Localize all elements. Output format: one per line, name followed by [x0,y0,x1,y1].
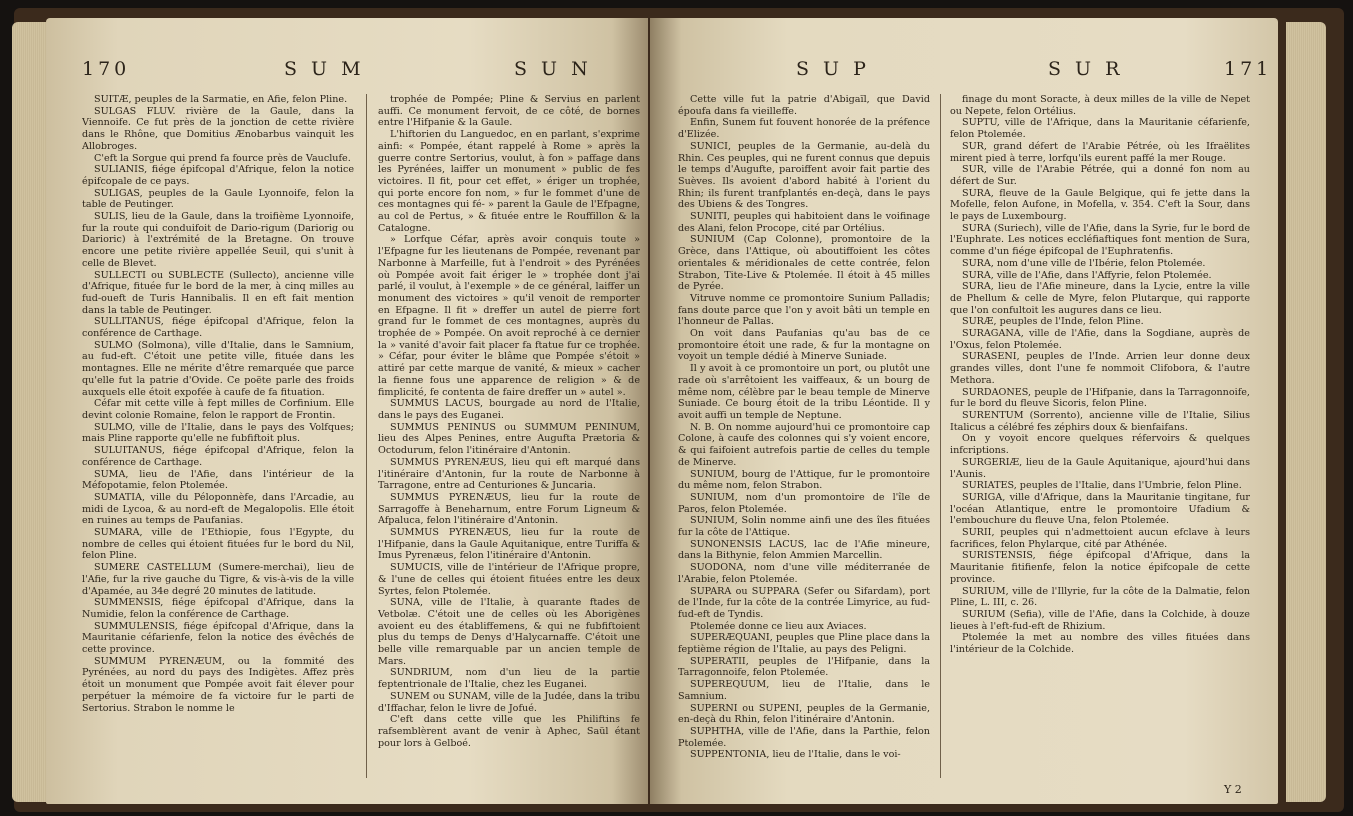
entry-paragraph: SUPARA ou SUPPARA (Sefer ou Sifardam), port de l'Inde, fur la côte de la contrée Limyrice, au fud-fud-eft de Tyndis. [678,585,930,620]
entry-paragraph: SURIGA, ville d'Afrique, dans la Mauritanie tingitane, fur l'océan Atlantique, entre le promontoire Ufadium & l'embouchure du fleuve Una, felon Ptolemée. [950,491,1250,527]
entry-paragraph: SUPERATII, peuples de l'Hifpanie, dans la Tarragonnoife, felon Ptolemée. [678,655,930,679]
entry-paragraph: SULMO (Solmona), ville d'Italie, dans le Samnium, au fud-eft. C'étoit une petite ville, fituée dans les montagnes. Elle ne mérite d'être remarquée que parce qu'elle fut la patrie d'Ovide. Ce poëte parle des froids auxquels elle étoit expofée à caufe de fa fituation. [82,339,354,398]
entry-paragraph: SUPPENTONIA, lieu de l'Italie, dans le voi- [690,749,901,761]
page-number: 171 [1224,58,1273,80]
entry-paragraph: On y voyoit encore quelques réfervoirs & quelques infcriptions. [950,433,1250,457]
right-page-edges [1286,22,1326,802]
column-divider [940,94,941,778]
entry-paragraph: SUMMULENSIS, fiége épifcopal d'Afrique, dans la Mauritanie céfarienfe, felon la notice des évêchés de cette province. [82,620,354,656]
entry-paragraph: SULIGAS, peuples de la Gaule Lyonnoife, felon la table de Peutinger. [82,187,354,211]
entry-paragraph: SUNITI, peuples qui habitoient dans le voifinage des Alani, felon Procope, cité par Ortélius. [678,211,930,234]
entry-paragraph: SULIANIS, fiége épifcopal d'Afrique, felon la notice épifcopale de ce pays. [82,164,354,187]
entry-paragraph: SUMUCIS, ville de l'intérieur de l'Afrique propre, & l'une de celles qui étoient fituées entre les deux Syrtes, felon Ptolemée. [378,562,640,597]
entry-paragraph: SUMMUS PYRENÆUS, lieu fur la route de l'Hifpanie, dans la Gaule Aquitanique, entre Turiffa & Imus Pyrenæus, felon l'itinéraire d'Antonin. [378,527,640,562]
entry-paragraph: SUMMUS PENINUS ou SUMMUM PENINUM, lieu des Alpes Penines, entre Augufta Prætoria & Octodurum, felon l'itinéraire d'Antonin. [378,421,640,457]
entry-paragraph: SUPTU, ville de l'Afrique, dans la Mauritanie céfarienfe, felon Ptolemée. [950,117,1250,141]
entry-paragraph: SURA, ville de l'Afie, dans l'Affyrie, felon Ptolemée. [962,269,1212,281]
entry-paragraph: SUODONA, nom d'une ville méditerranée de l'Arabie, felon Ptolemée. [678,562,930,585]
entry-paragraph: SURA, fleuve de la Gaule Belgique, qui fe jette dans la Mofelle, felon Aufone, in Mofella, v. 354. C'eft la Sour, dans le pays de Luxembourg. [950,187,1250,223]
entry-paragraph: SUNICI, peuples de la Germanie, au-delà du Rhin. Ces peuples, qui ne furent connus que depuis le temps d'Augufte, paroiffent avoir fait partie des Suèves. Ils avoient d'abord habité à l'orient du Rhin; ils furent tranfplantés en-deçà, dans le pays des Ubiens & des Tongres. [678,140,930,211]
entry-paragraph: SURIATES, peuples de l'Italie, dans l'Umbrie, felon Pline. [962,480,1242,492]
entry-paragraph: SUMMUS PYRENÆUS, lieu qui eft marqué dans l'itinéraire d'Antonin, fur la route de Narbonne à Tarragone, entre ad Centuriones & Juncaria. [378,456,640,492]
entry-paragraph: SURA, lieu de l'Afie mineure, dans la Lycie, entre la ville de Phellum & celle de Myre, felon Plutarque, qui rapporte que l'on confultoit les augures dans ce lieu. [950,281,1250,316]
entry-paragraph: SUNIUM, Solin nomme ainfi une des îles fituées fur la côte de l'Attique. [678,515,930,539]
right-page-header [650,58,1278,88]
entry-paragraph: SULMO, ville de l'Italie, dans le pays des Volfques; mais Pline rapporte qu'elle ne fubfiftoit plus. [82,421,354,445]
entry-paragraph: SURA (Suriech), ville de l'Afie, dans la Syrie, fur le bord de l'Euphrate. Les notices eccléfiaftiques font mention de Sura, comme d'un fiége épifcopal de l'Euphratenfis. [950,222,1250,258]
entry-paragraph: SUNIUM (Cap Colonne), promontoire de la Grèce, dans l'Attique, où aboutiffoient les côtes orientales & méridionales de cette contrée, felon Strabon, Tite-Live & Ptolemée. Il étoit à 45 milles de Pyrée. [678,234,930,293]
right-page [650,18,1278,804]
left-page-column-1 [82,94,354,796]
entry-paragraph: SURAGANA, ville de l'Afie, dans la Sogdiane, auprès de l'Oxus, felon Ptolemée. [950,328,1250,351]
entry-paragraph: SULGAS FLUV. rivière de la Gaule, dans la Viennoife. Ce fut près de la jonction de cette rivière dans le Rhône, que Domitius Ænobarbus vainquit les Allobroges. [82,105,354,152]
entry-paragraph: Vitruve nomme ce promontoire Sunium Palladis; fans doute parce que l'on y avoit bâti un temple en l'honneur de Pallas. [678,292,930,328]
entry-paragraph: SUMMUS LACUS, bourgade au nord de l'Italie, dans le pays des Euganei. [378,398,640,421]
entry-paragraph: SURÆ, peuples de l'Inde, felon Pline. [962,316,1144,328]
entry-paragraph: trophée de Pompée; Pline & Servius en parlent auffi. Ce monument fervoit, de ce côté, de bornes entre l'Hifpanie & la Gaule. [378,94,640,129]
entry-paragraph: Céfar mit cette ville à fept milles de Corfinium. Elle devint colonie Romaine, felon le rapport de Frontin. [82,398,354,421]
right-page-column-2 [950,94,1250,796]
running-head: S U N [514,58,592,80]
entry-paragraph: SUMMUS PYRENÆUS, lieu fur la route de Sarragoffe à Beneharnum, entre Forum Ligneum & Afpaluca, felon l'itinéraire d'Antonin. [378,491,640,527]
entry-paragraph: Ptolemée donne ce lieu aux Aviaces. [690,620,867,632]
entry-paragraph: SULUITANUS, fiége épifcopal d'Afrique, felon la conférence de Carthage. [82,445,354,468]
entry-paragraph: SUPHTHA, ville de l'Afie, dans la Parthie, felon Ptolemée. [678,725,930,749]
entry-paragraph: SULIS, lieu de la Gaule, dans la troifième Lyonnoife, fur la route qui conduifoit de Dario-rigum (Dariorig ou Darioric) à l'extrémité de la Bretagne. On trouve encore une petite rivière appellée Seuil, qui s'unit à celle de Blevet. [82,211,354,269]
left-page [46,18,648,804]
entry-paragraph: SUR, grand défert de l'Arabie Pétrée, où les Ifraëlites mirent pied à terre, lorfqu'ils eurent paffé la mer Rouge. [950,140,1250,164]
entry-paragraph: SUPERÆQUANI, peuples que Pline place dans la feptième région de l'Italie, au pays des Peligni. [678,632,930,656]
signature-mark: Y 2 [1224,783,1242,796]
entry-paragraph: Enfin, Sunem fut fouvent honorée de la préfence d'Elizée. [678,117,930,141]
entry-paragraph: C'eft dans cette ville que les Philiftins fe rafsemblèrent avant de venir à Aphec, Saül étant pour lors à Gelboé. [378,714,640,749]
entry-paragraph: SUNIUM, bourg de l'Attique, fur le promontoire du même nom, felon Strabon. [678,468,930,492]
entry-paragraph: L'hiftorien du Languedoc, en en parlant, s'exprime ainfi: « Pompée, étant rappelé à Rome » après la guerre contre Sertorius, voulut, à fon » paffage dans les Pyrénées, laiffer un monument » public de fes victoires. Il fit, pour cet effet, » ériger un trophée, qui porte encore fon nom, » fur le fommet d'une de ces montagnes qui fé- » parent la Gaule de l'Efpagne, au col de Pertus, » & fituée entre le Rouffillon & la Catalogne. [378,129,640,234]
entry-paragraph: SUMA, lieu de l'Afie, dans l'intérieur de la Méfopotamie, felon Ptolemée. [82,468,354,492]
entry-paragraph: SURGERIÆ, lieu de la Gaule Aquitanique, ajourd'hui dans l'Aunis. [950,456,1250,480]
entry-paragraph: SURIUM (Sefia), ville de l'Afie, dans la Colchide, à douze lieues à l'eft-fud-eft de Rhizium. [950,608,1250,632]
entry-paragraph: SUMMUM PYRENÆUM, ou la fommité des Pyrénées, au nord du pays des Indigètes. Affez près étoit un monument que Pompée avoit fait élever pour perpétuer la mémoire de fa victoire fur le parti de Sertorius. Strabon le nomme le [82,655,354,714]
running-head: S U R [1048,58,1124,80]
entry-paragraph: N. B. On nomme aujourd'hui ce promontoire cap Colone, à caufe des colonnes qui s'y voient encore, & qui faifoient autrefois partie de celles du temple de Minerve. [678,421,930,468]
entry-paragraph: SUITÆ, peuples de la Sarmatie, en Afie, felon Pline. [94,94,348,105]
entry-paragraph: SURASENI, peuples de l'Inde. Arrien leur donne deux grandes villes, dont l'une fe nommoit Clifobora, & l'autre Methora. [950,351,1250,386]
entry-paragraph: SUNIUM, nom d'un promontoire de l'île de Paros, felon Ptolemée. [678,491,930,515]
entry-paragraph: Ptolemée la met au nombre des villes fituées dans l'intérieur de la Colchide. [950,632,1250,656]
entry-paragraph: SUR, ville de l'Arabie Pétrée, qui a donné fon nom au défert de Sur. [950,164,1250,187]
entry-paragraph: SUNEM ou SUNAM, ville de la Judée, dans la tribu d'Iffachar, felon le livre de Jofué. [378,690,640,714]
running-head: S U M [284,58,365,80]
entry-paragraph: SULLITANUS, fiége épifcopal d'Afrique, felon la conférence de Carthage. [82,316,354,340]
right-page-column-1 [678,94,930,796]
page-number: 170 [82,58,131,80]
entry-paragraph: Il y avoit à ce promontoire un port, ou plutôt une rade où s'arrêtoient les vaiffeaux, & un bourg de même nom, célèbre par le beau temple de Minerve Suniade. Ce bourg étoit de la tribu Léontide. Il y avoit auffi un temple de Neptune. [678,363,930,421]
entry-paragraph: SUMMENSIS, fiége épifcopal d'Afrique, dans la Numidie, felon la conférence de Carthage. [82,597,354,620]
entry-paragraph: SUMARA, ville de l'Ethiopie, fous l'Egypte, du nombre de celles qui étoient fituées fur le bord du Nil, felon Pline. [82,527,354,562]
entry-paragraph: SUPEREQUUM, lieu de l'Italie, dans le Samnium. [678,679,930,702]
left-page-header [46,58,648,88]
entry-paragraph: » Lorfque Céfar, après avoir conquis toute » l'Efpagne fur les lieutenans de Pompée, revenant par Narbonne à Marfeille, fut à l'endroit » des Pyrénées où Pompée avoit fait ériger le » trophée dont j'ai parlé, il voulut, à l'exemple » de ce général, laiffer un monument des victoires » qu'il venoit de remporter en Efpagne. Il fit » dreffer un autel de pierre fort grand fur le fommet de ces montagnes, auprès du trophée de » Pompée. On avoit reproché à ce dernier la » vanité d'avoir fait placer fa ftatue fur ce trophée. » Céfar, pour éviter le blâme que Pompée s'étoit » attiré par cette marque de vanité, & mieux » cacher la fienne fous une apparence de religion » & de fimplicité, fe contenta de faire dreffer un » autel ». [378,234,640,398]
entry-paragraph: SURII, peuples qui n'admettoient aucun efclave à leurs facrifices, felon Phylarque, cité par Athénée. [950,527,1250,550]
entry-paragraph: C'eft la Sorgue qui prend fa fource près de Vauclufe. [94,152,351,164]
entry-paragraph: SUMERE CASTELLUM (Sumere-merchai), lieu de l'Afie, fur la rive gauche du Tigre, & vis-à-vis de la ville d'Apamée, au 34e degré 20 minutes de latitude. [82,562,354,597]
entry-paragraph: SUNDRIUM, nom d'un lieu de la partie feptentrionale de l'Italie, chez les Euganei. [378,667,640,691]
entry-paragraph: SULLECTI ou SUBLECTE (Sullecto), ancienne ville d'Afrique, fituée fur le bord de la mer, à cinq milles au fud-oueft de Turis Hannibalis. Il en eft fait mention dans la table de Peutinger. [82,269,354,316]
entry-paragraph: SURDAONES, peuple de l'Hifpanie, dans la Tarragonnoife, fur le bord du fleuve Sicoris, felon Pline. [950,386,1250,410]
entry-paragraph: SURIUM, ville de l'Illyrie, fur la côte de la Dalmatie, felon Pline, L. III, c. 26. [950,585,1250,609]
left-page-column-2 [378,94,640,796]
entry-paragraph: Cette ville fut la patrie d'Abigaïl, que David époufa dans fa vieilleffe. [678,94,930,117]
entry-paragraph: finage du mont Soracte, à deux milles de la ville de Nepet ou Nepete, felon Ortélius. [950,94,1250,117]
entry-paragraph: SURA, nom d'une ville de l'Ibérie, felon Ptolemée. [962,257,1206,269]
running-head: S U P [796,58,870,80]
column-divider [366,94,367,778]
entry-paragraph: SURISTENSIS, fiége épifcopal d'Afrique, dans la Mauritanie fitifienfe, felon la notice épifcopale de cette province. [950,550,1250,585]
entry-paragraph: On voit dans Paufanias qu'au bas de ce promontoire étoit une rade, & fur la montagne on voyoit un temple dédié à Minerve Suniade. [678,328,930,363]
entry-paragraph: SUMATIA, ville du Péloponnèfe, dans l'Arcadie, au midi de Lycoa, & au nord-eft de Megalopolis. Elle étoit en ruines au temps de Paufanias. [82,491,354,527]
entry-paragraph: SUPERNI ou SUPENI, peuples de la Germanie, en-deçà du Rhin, felon l'itinéraire d'Antonin. [678,702,930,726]
entry-paragraph: SURENTUM (Sorrento), ancienne ville de l'Italie, Silius Italicus a célébré fes zéphirs doux & bienfaifans. [950,409,1250,433]
entry-paragraph: SUNONENSIS LACUS, lac de l'Afie mineure, dans la Bithynie, felon Ammien Marcellin. [678,538,930,562]
entry-paragraph: SUNA, ville de l'Italie, à quarante ftades de Vetbolæ. C'étoit une de celles où les Aborigènes avoient eu des établiffemens, & qui ne fubfiftoient plus du temps de Denys d'Halycarnaffe. C'étoit une belle ville remarquable par un ancien temple de Mars. [378,597,640,667]
